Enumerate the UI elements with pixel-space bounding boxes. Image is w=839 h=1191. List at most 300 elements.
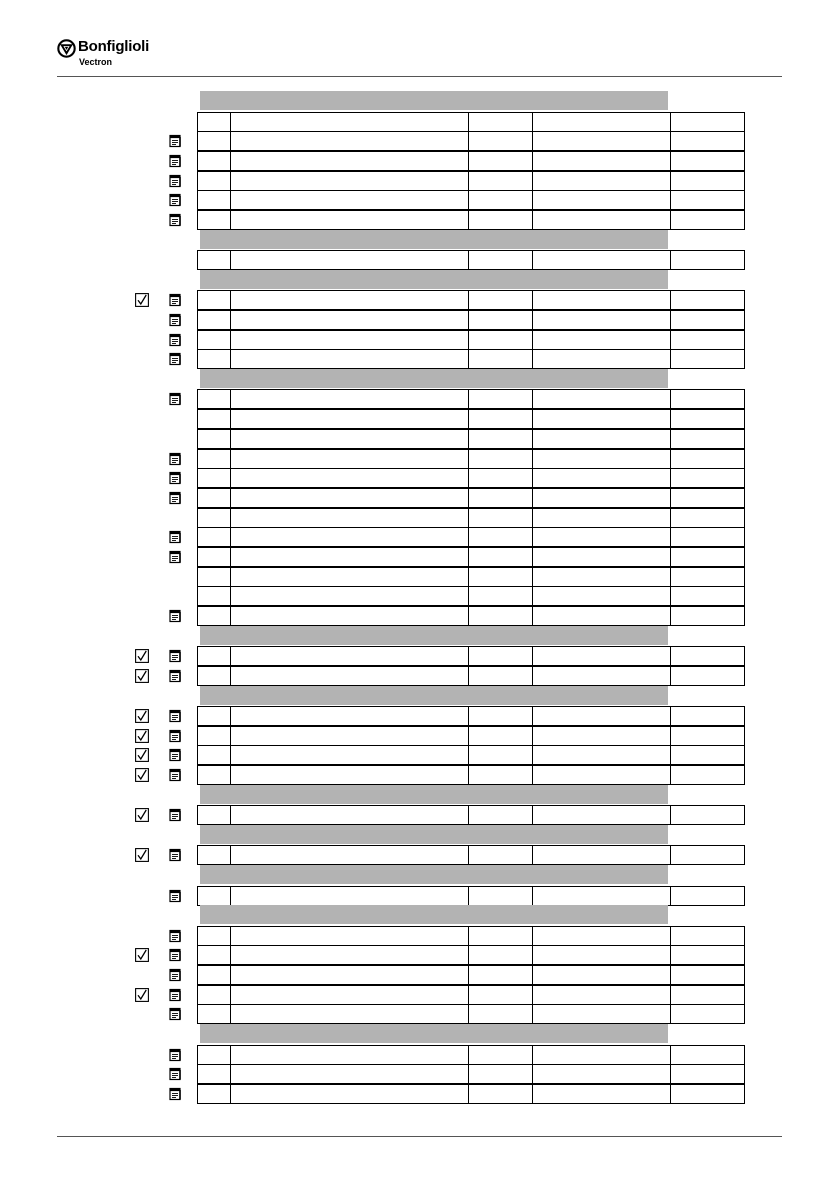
table-cell — [532, 152, 671, 170]
table-cell — [230, 568, 469, 586]
table-cell — [532, 350, 671, 368]
table-cell — [230, 1085, 469, 1103]
table-cell — [532, 191, 671, 209]
table-cell — [198, 410, 230, 428]
table-cell — [230, 211, 469, 229]
table-cell — [198, 191, 230, 209]
table-cell — [670, 607, 744, 625]
table-cell — [230, 469, 469, 487]
parameter-sheet-icon — [168, 889, 182, 903]
table-cell — [230, 806, 469, 824]
table-cell — [230, 1046, 469, 1064]
table-cell — [230, 846, 469, 864]
table-cell — [670, 311, 744, 329]
table-cell — [532, 509, 671, 527]
table-cell — [468, 331, 533, 349]
parameter-sheet-icon — [168, 392, 182, 406]
parameter-sheet-icon — [168, 352, 182, 366]
table-cell — [532, 587, 671, 605]
table-cell — [532, 647, 671, 665]
table-cell — [532, 966, 671, 984]
table-cell — [230, 509, 469, 527]
table-cell — [670, 587, 744, 605]
parameter-sheet-icon — [168, 550, 182, 564]
table-cell — [198, 331, 230, 349]
table-row — [197, 349, 745, 369]
table-cell — [532, 331, 671, 349]
section-header — [200, 626, 668, 645]
table-cell — [198, 607, 230, 625]
table-cell — [532, 806, 671, 824]
table-cell — [468, 410, 533, 428]
brand-name: Bonfiglioli — [78, 38, 150, 55]
table-cell — [532, 113, 671, 131]
table-cell — [670, 667, 744, 685]
table-cell — [670, 647, 744, 665]
table-row — [197, 1045, 745, 1065]
parameter-sheet-icon — [168, 452, 182, 466]
table-cell — [532, 667, 671, 685]
table-cell — [670, 707, 744, 725]
table-cell — [230, 291, 469, 309]
table-cell — [532, 390, 671, 408]
parameter-sheet-icon — [168, 748, 182, 762]
table-row — [197, 310, 745, 330]
table-cell — [670, 331, 744, 349]
table-cell — [468, 707, 533, 725]
table-cell — [230, 450, 469, 468]
table-cell — [670, 410, 744, 428]
table-cell — [468, 927, 533, 945]
table-cell — [198, 806, 230, 824]
checkmark-box-icon — [135, 293, 149, 307]
table-cell — [230, 548, 469, 566]
table-cell — [468, 1005, 533, 1023]
table-cell — [532, 469, 671, 487]
table-cell — [468, 986, 533, 1004]
parameter-sheet-icon — [168, 948, 182, 962]
table-row — [197, 151, 745, 171]
table-cell — [198, 1085, 230, 1103]
parameter-sheet-icon — [168, 471, 182, 485]
parameter-sheet-icon — [168, 154, 182, 168]
table-cell — [532, 311, 671, 329]
table-cell — [198, 1046, 230, 1064]
checkmark-box-icon — [135, 808, 149, 822]
table-cell — [532, 172, 671, 190]
table-cell — [532, 410, 671, 428]
checkmark-box-icon — [135, 669, 149, 683]
table-row — [197, 190, 745, 210]
table-cell — [670, 132, 744, 150]
checkmark-box-icon — [135, 948, 149, 962]
parameter-sheet-icon — [168, 174, 182, 188]
table-cell — [468, 251, 533, 269]
table-row — [197, 508, 745, 528]
table-cell — [230, 132, 469, 150]
table-cell — [468, 727, 533, 745]
table-cell — [468, 806, 533, 824]
table-cell — [532, 251, 671, 269]
table-cell — [198, 152, 230, 170]
table-row — [197, 1064, 745, 1084]
table-cell — [198, 846, 230, 864]
table-cell — [532, 727, 671, 745]
table-cell — [670, 727, 744, 745]
brand-sub: Vectron — [79, 57, 113, 67]
table-cell — [468, 1065, 533, 1083]
table-cell — [468, 132, 533, 150]
table-cell — [670, 350, 744, 368]
table-cell — [670, 1046, 744, 1064]
table-row — [197, 171, 745, 191]
table-cell — [198, 172, 230, 190]
table-cell — [670, 846, 744, 864]
table-cell — [198, 766, 230, 784]
table-row — [197, 488, 745, 508]
section-header — [200, 91, 668, 110]
parameter-sheet-icon — [168, 193, 182, 207]
table-row — [197, 468, 745, 488]
table-row — [197, 112, 745, 132]
table-cell — [468, 548, 533, 566]
table-cell — [468, 469, 533, 487]
table-cell — [230, 587, 469, 605]
table-cell — [468, 587, 533, 605]
table-cell — [198, 350, 230, 368]
table-cell — [670, 568, 744, 586]
checkmark-box-icon — [135, 709, 149, 723]
table-cell — [468, 113, 533, 131]
table-cell — [532, 1005, 671, 1023]
parameter-sheet-icon — [168, 649, 182, 663]
table-cell — [532, 766, 671, 784]
table-row — [197, 586, 745, 606]
table-cell — [198, 450, 230, 468]
table-cell — [670, 152, 744, 170]
table-cell — [198, 966, 230, 984]
table-cell — [198, 1065, 230, 1083]
table-cell — [468, 528, 533, 546]
parameter-sheet-icon — [168, 1007, 182, 1021]
table-cell — [198, 548, 230, 566]
table-row — [197, 330, 745, 350]
table-cell — [532, 430, 671, 448]
section-header — [200, 230, 668, 249]
table-row — [197, 389, 745, 409]
table-cell — [468, 647, 533, 665]
table-cell — [230, 410, 469, 428]
table-row — [197, 449, 745, 469]
table-cell — [532, 1046, 671, 1064]
table-cell — [198, 986, 230, 1004]
parameter-sheet-icon — [168, 848, 182, 862]
table-row — [197, 547, 745, 567]
table-cell — [230, 331, 469, 349]
table-row — [197, 765, 745, 785]
table-cell — [198, 132, 230, 150]
table-cell — [468, 489, 533, 507]
table-cell — [198, 568, 230, 586]
table-row — [197, 567, 745, 587]
table-cell — [198, 647, 230, 665]
table-cell — [468, 152, 533, 170]
table-row — [197, 606, 745, 626]
table-cell — [198, 251, 230, 269]
table-row — [197, 726, 745, 746]
parameter-sheet-icon — [168, 313, 182, 327]
table-cell — [198, 587, 230, 605]
table-row — [197, 945, 745, 965]
table-cell — [468, 211, 533, 229]
parameter-sheet-icon — [168, 530, 182, 544]
table-cell — [670, 927, 744, 945]
table-cell — [468, 568, 533, 586]
table-cell — [198, 887, 230, 905]
table-cell — [468, 1085, 533, 1103]
parameter-sheet-icon — [168, 1067, 182, 1081]
table-cell — [532, 846, 671, 864]
table-cell — [468, 509, 533, 527]
checkmark-box-icon — [135, 768, 149, 782]
table-cell — [532, 927, 671, 945]
parameter-sheet-icon — [168, 609, 182, 623]
table-cell — [532, 291, 671, 309]
table-cell — [532, 132, 671, 150]
checkmark-box-icon — [135, 649, 149, 663]
table-cell — [670, 430, 744, 448]
table-cell — [198, 528, 230, 546]
parameter-sheet-icon — [168, 134, 182, 148]
section-header — [200, 1024, 668, 1043]
table-cell — [230, 430, 469, 448]
parameter-sheet-icon — [168, 669, 182, 683]
table-cell — [230, 251, 469, 269]
table-cell — [230, 707, 469, 725]
table-cell — [468, 430, 533, 448]
table-cell — [670, 746, 744, 764]
table-cell — [670, 211, 744, 229]
table-row — [197, 745, 745, 765]
bonfiglioli-logo-icon — [57, 39, 76, 58]
table-cell — [230, 766, 469, 784]
table-cell — [468, 607, 533, 625]
parameter-sheet-icon — [168, 929, 182, 943]
table-cell — [468, 766, 533, 784]
table-cell — [532, 946, 671, 964]
table-row — [197, 646, 745, 666]
table-cell — [670, 887, 744, 905]
parameter-sheet-icon — [168, 709, 182, 723]
header-rule — [57, 76, 782, 77]
parameter-sheet-icon — [168, 988, 182, 1002]
table-cell — [230, 986, 469, 1004]
table-cell — [230, 727, 469, 745]
table-cell — [230, 887, 469, 905]
table-cell — [198, 667, 230, 685]
parameter-sheet-icon — [168, 729, 182, 743]
table-cell — [468, 667, 533, 685]
table-cell — [230, 489, 469, 507]
table-cell — [532, 607, 671, 625]
table-cell — [198, 390, 230, 408]
table-cell — [670, 291, 744, 309]
table-row — [197, 886, 745, 906]
table-cell — [532, 548, 671, 566]
table-cell — [670, 1085, 744, 1103]
table-row — [197, 1004, 745, 1024]
table-cell — [670, 191, 744, 209]
table-cell — [468, 846, 533, 864]
table-row — [197, 1084, 745, 1104]
table-cell — [198, 727, 230, 745]
table-cell — [670, 1005, 744, 1023]
table-row — [197, 985, 745, 1005]
table-cell — [670, 946, 744, 964]
table-cell — [230, 390, 469, 408]
table-cell — [670, 489, 744, 507]
section-header — [200, 369, 668, 388]
table-cell — [532, 746, 671, 764]
table-cell — [468, 746, 533, 764]
table-row — [197, 845, 745, 865]
table-row — [197, 409, 745, 429]
table-cell — [198, 927, 230, 945]
parameter-sheet-icon — [168, 491, 182, 505]
section-header — [200, 785, 668, 804]
table-cell — [670, 390, 744, 408]
table-cell — [230, 946, 469, 964]
table-cell — [230, 113, 469, 131]
table-row — [197, 706, 745, 726]
table-cell — [532, 568, 671, 586]
table-cell — [198, 291, 230, 309]
table-cell — [230, 152, 469, 170]
table-row — [197, 965, 745, 985]
table-cell — [670, 528, 744, 546]
table-cell — [532, 1085, 671, 1103]
table-cell — [532, 528, 671, 546]
table-cell — [468, 1046, 533, 1064]
table-cell — [198, 430, 230, 448]
table-cell — [532, 489, 671, 507]
table-row — [197, 666, 745, 686]
table-cell — [198, 746, 230, 764]
parameter-sheet-icon — [168, 808, 182, 822]
table-cell — [532, 707, 671, 725]
table-cell — [532, 211, 671, 229]
parameter-sheet-icon — [168, 968, 182, 982]
checkmark-box-icon — [135, 748, 149, 762]
table-cell — [670, 986, 744, 1004]
table-cell — [532, 887, 671, 905]
table-cell — [468, 191, 533, 209]
table-cell — [468, 450, 533, 468]
section-header — [200, 865, 668, 884]
table-cell — [198, 469, 230, 487]
table-cell — [230, 528, 469, 546]
table-cell — [670, 469, 744, 487]
table-cell — [198, 211, 230, 229]
table-row — [197, 805, 745, 825]
table-cell — [670, 766, 744, 784]
section-header — [200, 686, 668, 705]
table-cell — [468, 946, 533, 964]
table-cell — [670, 1065, 744, 1083]
table-cell — [670, 251, 744, 269]
table-cell — [198, 707, 230, 725]
table-cell — [670, 966, 744, 984]
table-cell — [670, 172, 744, 190]
table-row — [197, 527, 745, 547]
table-cell — [670, 113, 744, 131]
table-row — [197, 210, 745, 230]
table-cell — [198, 113, 230, 131]
table-cell — [468, 291, 533, 309]
table-cell — [230, 172, 469, 190]
table-row — [197, 250, 745, 270]
table-cell — [230, 311, 469, 329]
parameter-sheet-icon — [168, 333, 182, 347]
section-header — [200, 905, 668, 924]
table-cell — [532, 1065, 671, 1083]
parameter-sheet-icon — [168, 1087, 182, 1101]
table-cell — [532, 450, 671, 468]
table-cell — [198, 509, 230, 527]
checkmark-box-icon — [135, 988, 149, 1002]
parameter-sheet-icon — [168, 213, 182, 227]
table-cell — [468, 966, 533, 984]
table-cell — [468, 887, 533, 905]
parameter-sheet-icon — [168, 1048, 182, 1062]
checkmark-box-icon — [135, 848, 149, 862]
footer-rule — [57, 1136, 782, 1137]
table-cell — [670, 548, 744, 566]
section-header — [200, 270, 668, 289]
parameter-sheet-icon — [168, 293, 182, 307]
checkmark-box-icon — [135, 729, 149, 743]
table-cell — [532, 986, 671, 1004]
table-cell — [230, 966, 469, 984]
table-cell — [198, 1005, 230, 1023]
table-row — [197, 926, 745, 946]
parameter-sheet-icon — [168, 768, 182, 782]
table-cell — [230, 667, 469, 685]
table-row — [197, 290, 745, 310]
table-cell — [230, 607, 469, 625]
table-cell — [468, 172, 533, 190]
table-cell — [468, 350, 533, 368]
table-row — [197, 429, 745, 449]
table-cell — [230, 1065, 469, 1083]
table-cell — [230, 191, 469, 209]
table-cell — [670, 806, 744, 824]
table-cell — [230, 647, 469, 665]
table-cell — [230, 1005, 469, 1023]
table-cell — [198, 489, 230, 507]
table-cell — [198, 311, 230, 329]
table-cell — [468, 311, 533, 329]
table-cell — [230, 746, 469, 764]
section-header — [200, 825, 668, 844]
table-row — [197, 131, 745, 151]
table-cell — [670, 450, 744, 468]
table-cell — [230, 350, 469, 368]
table-cell — [670, 509, 744, 527]
table-cell — [230, 927, 469, 945]
table-cell — [198, 946, 230, 964]
table-cell — [468, 390, 533, 408]
